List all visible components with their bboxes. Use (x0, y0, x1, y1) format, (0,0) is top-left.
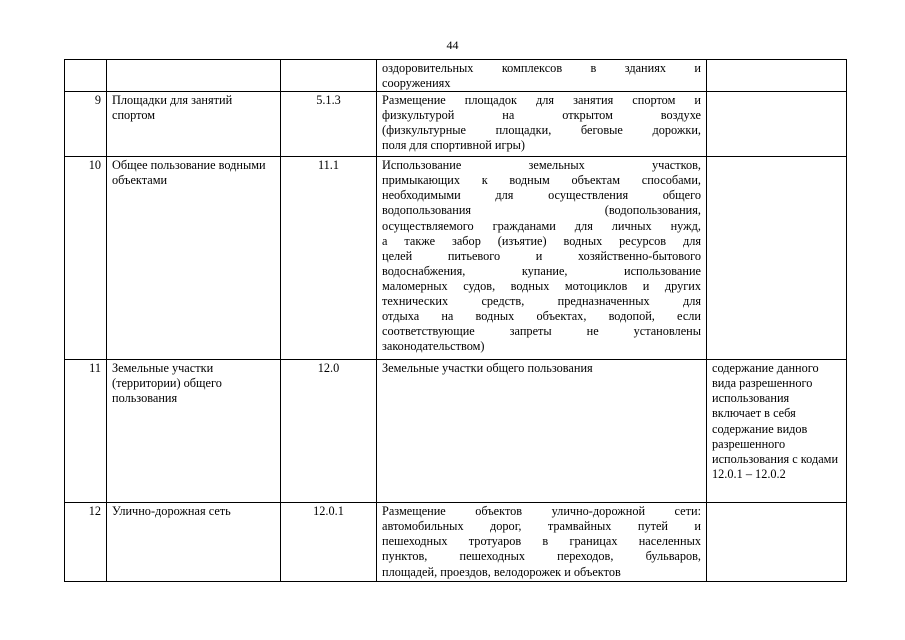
description-line: а также забор (изъятие) водных ресурсов для (382, 233, 701, 248)
description-line: маломерных судов, водных мотоциклов и других (382, 278, 701, 293)
use-code-cell (281, 60, 377, 92)
use-note-cell: содержание данного вида разрешенного использования включает в себя содержание видов разрешенного использования с кодами 12.0.1 – 12.0.2 (707, 360, 847, 503)
description-line: законодательством) (382, 339, 485, 354)
use-description-cell (377, 360, 707, 503)
use-note-cell (707, 60, 847, 92)
use-note-cell (707, 503, 847, 582)
description-line: физкультурой на открытом воздухе (382, 108, 701, 123)
use-description-cell (377, 503, 707, 582)
description-line: водоснабжения, купание, использование (382, 263, 701, 278)
description-line: соответствующие запреты не установлены (382, 324, 701, 339)
description-line: осуществляемого гражданами для личных нужд, (382, 218, 701, 233)
use-description-cell (377, 157, 707, 360)
description-line: необходимыми для осуществления общего (382, 188, 701, 203)
description-line: оздоровительных комплексов в зданиях и (382, 61, 701, 75)
description-line: водопользования (водопользования, (382, 203, 701, 218)
description-line: технических средств, предназначенных для (382, 294, 701, 309)
row-number-cell: 11 (65, 360, 107, 503)
description-line: примыкающих к водным объектам способами, (382, 173, 701, 188)
table-row (65, 92, 847, 157)
use-note-cell (707, 157, 847, 360)
use-code-cell: 12.0 (281, 360, 377, 503)
description-line: площадей, проездов, велодорожек и объектов (382, 564, 621, 579)
use-name-cell: Общее пользование водными объектами (107, 157, 281, 360)
table-row (65, 157, 847, 360)
use-name-cell (107, 60, 281, 92)
description-line: отдыха на водных объектах, водопой, если (382, 309, 701, 324)
row-number-cell: 12 (65, 503, 107, 582)
use-code-cell: 12.0.1 (281, 503, 377, 582)
description-line: сооружениях (382, 76, 451, 91)
use-description-cell (377, 60, 707, 92)
description-line: (физкультурные площадки, беговые дорожки, (382, 123, 701, 138)
use-name-cell: Площадки для занятий спортом (107, 92, 281, 157)
description-line: Земельные участки общего пользования (382, 361, 593, 376)
use-code-cell: 5.1.3 (281, 92, 377, 157)
use-description-cell (377, 92, 707, 157)
description-line: пешеходных тротуаров в границах населенных (382, 534, 701, 549)
table-row (65, 503, 847, 582)
description-line: автомобильных дорог, трамвайных путей и (382, 519, 701, 534)
use-code-cell: 11.1 (281, 157, 377, 360)
description-line: Использование земельных участков, (382, 158, 701, 173)
row-number-cell (65, 60, 107, 92)
land-use-table (64, 59, 847, 582)
use-name-cell: Земельные участки (территории) общего пользования (107, 360, 281, 503)
page-number: 44 (446, 38, 459, 52)
use-note-cell (707, 92, 847, 157)
description-line: Размещение объектов улично-дорожной сети: (382, 504, 701, 519)
row-number-cell: 9 (65, 92, 107, 157)
use-name-cell: Улично-дорожная сеть (107, 503, 281, 582)
description-line: поля для спортивной игры) (382, 138, 526, 153)
description-line: Размещение площадок для занятия спортом и (382, 93, 701, 108)
table-row (65, 360, 847, 503)
table-row (65, 60, 847, 92)
table-body (65, 60, 847, 582)
row-number-cell: 10 (65, 157, 107, 360)
description-line: целей питьевого и хозяйственно-бытового (382, 248, 701, 263)
description-line: пунктов, пешеходных переходов, бульваров, (382, 549, 701, 564)
